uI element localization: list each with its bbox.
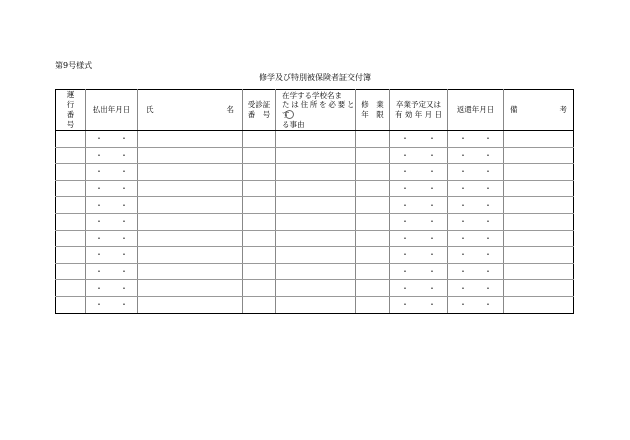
col-header-cert-no: 受診証 番 号 [243,90,276,131]
return-date-cell[interactable] [448,296,504,313]
date-separator-dot: ・ [428,184,436,194]
school-reason-cell[interactable] [276,296,356,313]
col-header-name: 氏 名 [138,90,243,131]
date-separator-dot: ・ [484,250,492,260]
date-separator-dot: ・ [95,283,103,293]
date-separator-dot: ・ [120,150,128,160]
table-row [56,263,574,280]
study-period-cell[interactable] [356,263,390,280]
return-date-cell[interactable] [448,197,504,214]
date-separator-dot: ・ [459,300,467,310]
date-separator-dot: ・ [428,217,436,227]
school-reason-cell[interactable] [276,164,356,181]
table-row [56,131,574,148]
study-period-cell[interactable] [356,197,390,214]
date-separator-dot: ・ [120,184,128,194]
date-separator-dot: ・ [401,150,409,160]
graduation-date-cell[interactable] [390,247,448,264]
study-period-cell[interactable] [356,131,390,148]
graduation-date-cell[interactable] [390,197,448,214]
remarks-cell[interactable] [504,197,574,214]
graduation-date-cell[interactable] [390,164,448,181]
date-separator-dot: ・ [95,150,103,160]
table-row [56,180,574,197]
return-date-cell[interactable] [448,131,504,148]
table-row [56,213,574,230]
school-reason-cell[interactable] [276,280,356,297]
col-header-graduation: 卒業予定又は 有 効 年 月 日 [390,90,448,131]
remarks-cell[interactable] [504,230,574,247]
date-separator-dot: ・ [459,250,467,260]
table-row [56,147,574,164]
remarks-cell[interactable] [504,296,574,313]
cert-no-cell[interactable] [243,296,276,313]
cert-no-cell[interactable] [243,230,276,247]
row-no-cell[interactable] [56,164,86,181]
date-separator-dot: ・ [459,200,467,210]
date-separator-dot: ・ [484,150,492,160]
payout-date-cell[interactable] [86,180,138,197]
name-cell[interactable] [138,230,243,247]
col-header-school-reason: 在学する学校名ま た は 住 所 を 必 要 と す る事由 [276,90,356,131]
remarks-cell[interactable] [504,263,574,280]
remarks-cell[interactable] [504,180,574,197]
date-separator-dot: ・ [95,134,103,144]
date-separator-dot: ・ [95,267,103,277]
return-date-cell[interactable] [448,263,504,280]
school-reason-cell[interactable] [276,197,356,214]
col-header-return-date: 返還年月日 [448,90,504,131]
row-no-cell[interactable] [56,296,86,313]
study-period-cell[interactable] [356,247,390,264]
date-separator-dot: ・ [120,200,128,210]
date-separator-dot: ・ [95,233,103,243]
study-period-cell[interactable] [356,230,390,247]
name-cell[interactable] [138,180,243,197]
table-row [56,164,574,181]
study-period-cell[interactable] [356,280,390,297]
payout-date-cell[interactable] [86,230,138,247]
cert-no-cell[interactable] [243,197,276,214]
payout-date-cell[interactable] [86,164,138,181]
return-date-cell[interactable] [448,180,504,197]
date-separator-dot: ・ [484,134,492,144]
date-separator-dot: ・ [401,300,409,310]
date-separator-dot: ・ [95,300,103,310]
date-separator-dot: ・ [401,283,409,293]
header-row [56,90,574,131]
remarks-cell[interactable] [504,247,574,264]
school-reason-cell[interactable] [276,180,356,197]
name-cell[interactable] [138,263,243,280]
cert-no-cell[interactable] [243,247,276,264]
date-separator-dot: ・ [401,233,409,243]
date-separator-dot: ・ [459,184,467,194]
cert-no-cell[interactable] [243,164,276,181]
date-separator-dot: ・ [120,167,128,177]
date-separator-dot: ・ [459,217,467,227]
payout-date-cell[interactable] [86,296,138,313]
date-separator-dot: ・ [484,200,492,210]
date-separator-dot: ・ [428,283,436,293]
date-separator-dot: ・ [484,217,492,227]
col-header-payout-date: 払出年月日 [86,90,138,131]
graduation-date-cell[interactable] [390,131,448,148]
date-separator-dot: ・ [459,134,467,144]
table-row [56,296,574,313]
name-cell[interactable] [138,131,243,148]
date-separator-dot: ・ [428,300,436,310]
date-separator-dot: ・ [428,200,436,210]
study-period-cell[interactable] [356,147,390,164]
study-period-cell[interactable] [356,213,390,230]
date-separator-dot: ・ [95,250,103,260]
date-separator-dot: ・ [459,267,467,277]
table-row [56,247,574,264]
remarks-cell[interactable] [504,280,574,297]
cert-no-cell[interactable] [243,280,276,297]
row-no-cell[interactable] [56,180,86,197]
form-title: 修学及び特別被保険者証交付簿 [259,73,371,82]
payout-date-cell[interactable] [86,147,138,164]
date-separator-dot: ・ [120,233,128,243]
date-separator-dot: ・ [484,300,492,310]
col-header-row-no: 運 行 番 号 [56,90,86,131]
study-period-cell[interactable] [356,296,390,313]
return-date-cell[interactable] [448,164,504,181]
table-row [56,280,574,297]
date-separator-dot: ・ [401,250,409,260]
school-reason-cell[interactable] [276,230,356,247]
graduation-date-cell[interactable] [390,180,448,197]
date-separator-dot: ・ [401,167,409,177]
school-reason-cell[interactable] [276,131,356,148]
payout-date-cell[interactable] [86,197,138,214]
name-cell[interactable] [138,296,243,313]
date-separator-dot: ・ [484,184,492,194]
date-separator-dot: ・ [95,167,103,177]
remarks-cell[interactable] [504,131,574,148]
graduation-date-cell[interactable] [390,263,448,280]
date-separator-dot: ・ [401,134,409,144]
date-separator-dot: ・ [401,184,409,194]
name-cell[interactable] [138,147,243,164]
date-separator-dot: ・ [428,134,436,144]
date-separator-dot: ・ [120,267,128,277]
school-reason-cell[interactable] [276,247,356,264]
payout-date-cell[interactable] [86,213,138,230]
date-separator-dot: ・ [428,250,436,260]
date-separator-dot: ・ [484,283,492,293]
table-row [56,230,574,247]
return-date-cell[interactable] [448,247,504,264]
row-no-cell[interactable] [56,263,86,280]
school-reason-cell[interactable] [276,213,356,230]
payout-date-cell[interactable] [86,131,138,148]
date-separator-dot: ・ [120,300,128,310]
date-separator-dot: ・ [401,217,409,227]
payout-date-cell[interactable] [86,280,138,297]
name-cell[interactable] [138,247,243,264]
date-separator-dot: ・ [428,233,436,243]
cert-no-cell[interactable] [243,147,276,164]
graduation-date-cell[interactable] [390,280,448,297]
date-separator-dot: ・ [428,167,436,177]
return-date-cell[interactable] [448,213,504,230]
school-reason-cell[interactable] [276,263,356,280]
row-no-cell[interactable] [56,213,86,230]
date-separator-dot: ・ [120,283,128,293]
register-table [55,89,574,314]
date-separator-dot: ・ [120,250,128,260]
row-no-cell[interactable] [56,197,86,214]
date-separator-dot: ・ [95,217,103,227]
remarks-cell[interactable] [504,147,574,164]
name-cell[interactable] [138,213,243,230]
name-cell[interactable] [138,280,243,297]
row-no-cell[interactable] [56,131,86,148]
graduation-date-cell[interactable] [390,296,448,313]
cert-no-cell[interactable] [243,263,276,280]
date-separator-dot: ・ [459,233,467,243]
return-date-cell[interactable] [448,280,504,297]
date-separator-dot: ・ [459,283,467,293]
date-separator-dot: ・ [428,150,436,160]
date-separator-dot: ・ [428,267,436,277]
col-header-remarks: 備 考 [504,90,574,131]
row-no-cell[interactable] [56,280,86,297]
date-separator-dot: ・ [459,150,467,160]
date-separator-dot: ・ [120,217,128,227]
date-separator-dot: ・ [484,233,492,243]
row-no-cell[interactable] [56,147,86,164]
cert-no-cell[interactable] [243,131,276,148]
return-date-cell[interactable] [448,147,504,164]
row-no-cell[interactable] [56,247,86,264]
cert-no-cell[interactable] [243,180,276,197]
name-cell[interactable] [138,164,243,181]
return-date-cell[interactable] [448,230,504,247]
date-separator-dot: ・ [401,200,409,210]
col-header-study-period: 修 業 年 限 [356,90,390,131]
table-row [56,197,574,214]
study-period-cell[interactable] [356,164,390,181]
graduation-date-cell[interactable] [390,147,448,164]
study-period-cell[interactable] [356,180,390,197]
date-separator-dot: ・ [484,267,492,277]
date-separator-dot: ・ [401,267,409,277]
graduation-date-cell[interactable] [390,213,448,230]
payout-date-cell[interactable] [86,263,138,280]
remarks-cell[interactable] [504,164,574,181]
remarks-cell[interactable] [504,213,574,230]
date-separator-dot: ・ [459,167,467,177]
payout-date-cell[interactable] [86,247,138,264]
school-reason-cell[interactable] [276,147,356,164]
cert-no-cell[interactable] [243,213,276,230]
date-separator-dot: ・ [484,167,492,177]
date-separator-dot: ・ [120,134,128,144]
stamp-circle-icon [285,110,294,119]
date-separator-dot: ・ [95,200,103,210]
graduation-date-cell[interactable] [390,230,448,247]
row-no-cell[interactable] [56,230,86,247]
date-separator-dot: ・ [95,184,103,194]
name-cell[interactable] [138,197,243,214]
form-number: 第9号様式 [55,61,93,70]
